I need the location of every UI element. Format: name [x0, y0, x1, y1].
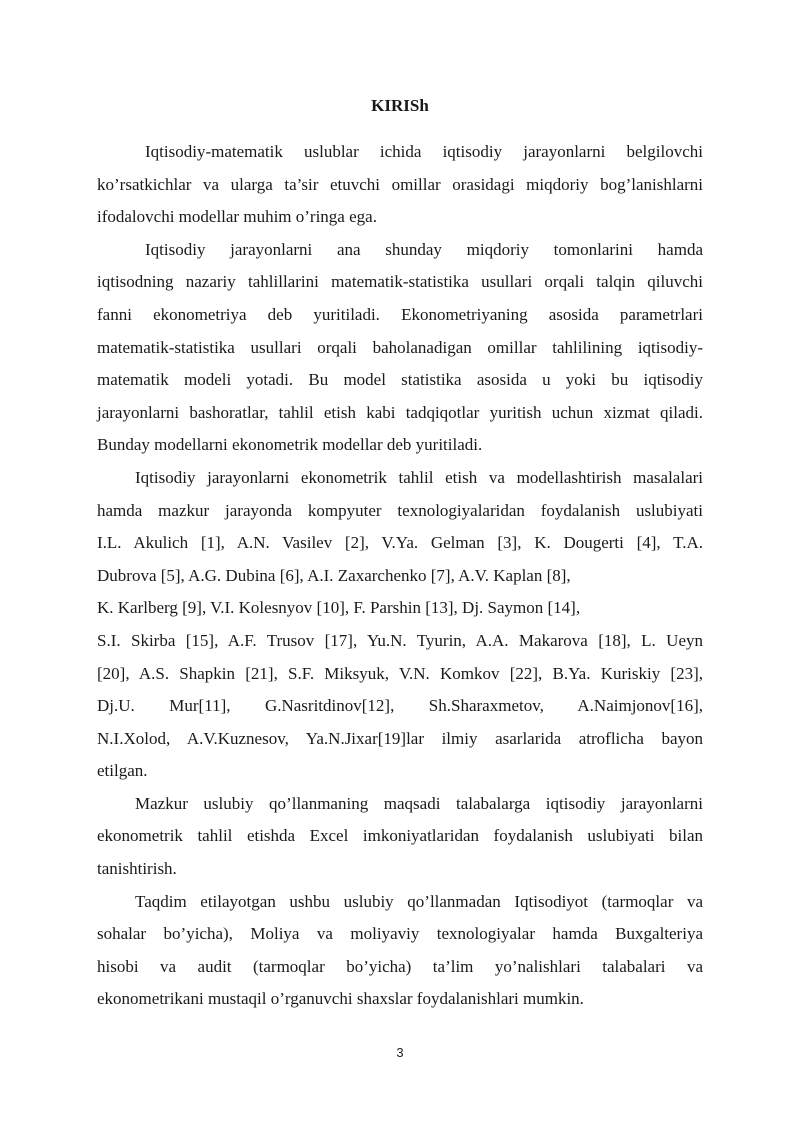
- paragraph-1: [97, 136, 703, 234]
- text-line: hamda mazkur jarayonda kompyuter texnologiyalaridan foydalanish uslubiyati: [97, 500, 703, 520]
- text-line: hisobi va audit (tarmoqlar bo’yicha) ta’lim yo’nalishlari talabalari va: [97, 956, 703, 976]
- document-page: [97, 96, 703, 1016]
- text-line: Iqtisodiy-matematik uslublar ichida iqtisodiy jarayonlarni belgilovchi: [145, 142, 703, 161]
- text-line: K. Karlberg [9], V.I. Kolesnyov [10], F. Parshin [13], Dj. Saymon [14],: [97, 598, 581, 618]
- paragraph-3: [97, 462, 703, 788]
- text-line: jarayonlarni bashoratlar, tahlil etish kabi tadqiqotlar yuritish uchun xizmat qiladi.: [97, 402, 703, 422]
- text-line: tanishtirish.: [97, 859, 177, 879]
- text-line: matematik-statistika usullari orqali baholanadigan omillar tahlilining iqtisodiy-: [97, 337, 703, 357]
- text-line: Dj.U. Mur[11], G.Nasritdinov[12], Sh.Sharaxmetov, A.Naimjonov[16],: [97, 696, 703, 716]
- text-line: ekonometrikani mustaqil o’rganuvchi shaxslar foydalanishlari mumkin.: [97, 989, 584, 1009]
- text-line: S.I. Skirba [15], A.F. Trusov [17], Yu.N. Tyurin, A.A. Makarova [18], L. Ueyn: [97, 630, 703, 650]
- text-line: Dubrova [5], A.G. Dubina [6], A.I. Zaxarchenko [7], A.V. Kaplan [8],: [97, 565, 571, 585]
- document-title: KIRISh: [371, 96, 429, 115]
- text-line: ifodalovchi modellar muhim o’ringa ega.: [97, 207, 377, 227]
- text-line: etilgan.: [97, 761, 148, 781]
- text-line: Bunday modellarni ekonometrik modellar deb yuritiladi.: [97, 435, 483, 455]
- paragraph-4: [97, 788, 703, 886]
- text-line: sohalar bo’yicha), Moliya va moliyaviy texnologiyalar hamda Buxgalteriya: [97, 924, 703, 944]
- paragraph-5: [97, 886, 703, 1016]
- paragraph-2: [97, 234, 703, 462]
- text-line: matematik modeli yotadi. Bu model statistika asosida u yoki bu iqtisodiy: [97, 370, 703, 390]
- text-line: N.I.Xolod, A.V.Kuznesov, Ya.N.Jixar[19]lar ilmiy asarlarida atroflicha bayon: [97, 728, 703, 748]
- text-line: Iqtisodiy jarayonlarni ana shunday miqdoriy tomonlarini hamda: [145, 239, 703, 259]
- text-line: Mazkur uslubiy qo’llanmaning maqsadi talabalarga iqtisodiy jarayonlarni: [135, 793, 703, 813]
- text-line: Taqdim etilayotgan ushbu uslubiy qo’llanmadan Iqtisodiyot (tarmoqlar va: [135, 891, 703, 911]
- page-number: 3: [396, 1045, 404, 1060]
- text-line: Iqtisodiy jarayonlarni ekonometrik tahlil etish va modellashtirish masalalari: [135, 467, 703, 487]
- text-line: I.L. Akulich [1], A.N. Vasilev [2], V.Ya. Gelman [3], K. Dougerti [4], T.A.: [97, 533, 703, 553]
- text-line: iqtisodning nazariy tahlillarini matematik-statistika usullari orqali talqin qiluvchi: [97, 272, 703, 292]
- text-line: ko’rsatkichlar va ularga ta’sir etuvchi omillar orasidagi miqdoriy bog’lanishlarni: [97, 174, 703, 194]
- text-line: [20], A.S. Shapkin [21], S.F. Miksyuk, V.N. Komkov [22], B.Ya. Kuriskiy [23],: [97, 663, 703, 683]
- text-line: fanni ekonometriya deb yuritiladi. Ekonometriyaning asosida parametrlari: [97, 304, 703, 324]
- text-line: ekonometrik tahlil etishda Excel imkoniyatlaridan foydalanish uslubiyati bilan: [97, 826, 703, 846]
